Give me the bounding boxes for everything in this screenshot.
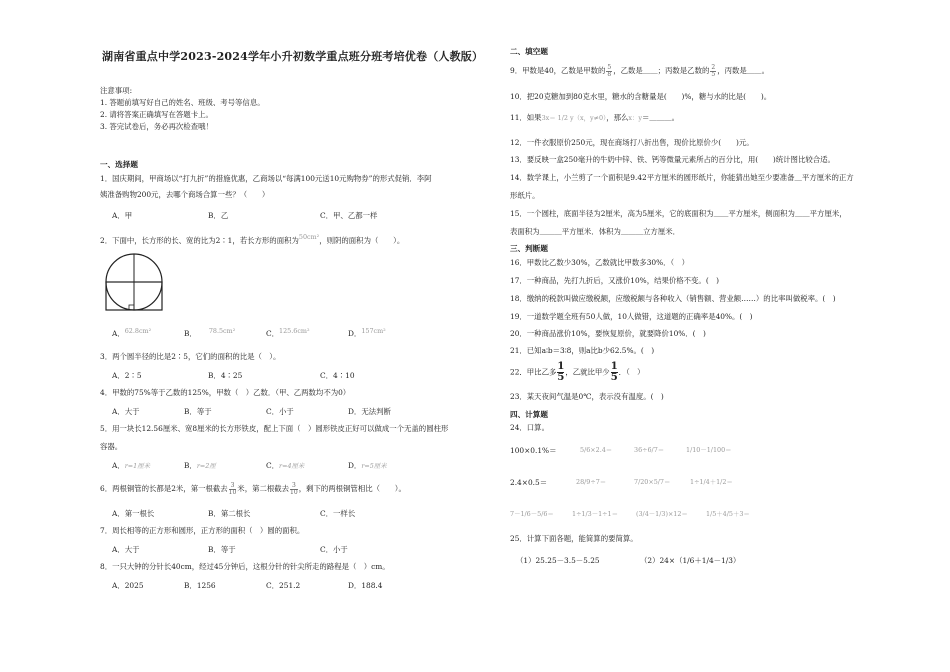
option-b[interactable]: B．4∶25 [208, 371, 243, 380]
question-25-text: 25．计算下面各题，能简算的要简算。 [510, 534, 638, 543]
calc-item: (3/4－1/3)×12＝ [636, 510, 688, 518]
section-heading: 二、填空题 [510, 47, 548, 56]
question-10-text: 10．把20克糖加到80克水里，糖水的含糖量是( )%，糖与水的比是( )。 [510, 92, 772, 101]
option-b[interactable]: B．乙 [208, 211, 229, 220]
calc-item: 2.4×0.5＝ [510, 478, 548, 487]
question-23-text: 23．某天夜间气温是0℃，表示没有温度。( ) [510, 392, 664, 401]
notice-item: 2. 请将答案正确填写在答题卡上。 [100, 110, 213, 119]
question-18-text: 18．缴纳的税款叫做应缴税额，应缴税额与各种收入（销售额、营业额……）的比率叫做税率。( ) [510, 294, 836, 303]
calc-item: 1÷1/4＋1/2＝ [690, 478, 733, 486]
question-4-text: 4．甲数的75%等于乙数的125%，甲数（ ）乙数．（甲、乙两数均不为0） [100, 388, 351, 397]
question-11-ratio: x：y [628, 114, 643, 122]
question-12-text: 12．一件衣服原价250元，现在商场打八折出售，现价比原价少( )元。 [510, 138, 754, 147]
question-14-line1: 14．数学课上，小兰剪了一个面积是9.42平方厘米的圆形纸片，你能猜出她至少要准备＿平方厘米的正方 [510, 173, 854, 182]
fraction: $\frac{5}{8}$ [607, 63, 612, 78]
question-3-text: 3．两个圆半径的比是2∶5，它们的面积的比是（ ）。 [100, 352, 281, 361]
question-20-text: 20．一种商品涨价10%，要恢复原价，就要降价10%．( ) [510, 329, 706, 338]
option-c[interactable]: C．小于 [320, 545, 348, 554]
option-c[interactable]: C．小于 [266, 407, 294, 416]
section-heading: 三、判断题 [510, 244, 548, 253]
question-1-line1: 1．国庆期间，甲商场以“打九折”的措施优惠，乙商场以“每满100元送10元购物券”的形式促销．李阿 [100, 174, 432, 183]
option-a[interactable]: A．第一根长 [112, 509, 155, 518]
question-21-text: 21．已知a∶b＝3∶8，则a比b少62.5%。( ) [510, 346, 655, 355]
option-a[interactable]: A．r=1厘米 [112, 461, 150, 470]
option-b[interactable]: B．等于 [208, 545, 236, 554]
calc-item: 5/6×2.4＝ [580, 446, 613, 454]
option-b[interactable]: B．等于 [184, 407, 212, 416]
question-22-text: 22．甲比乙多 $\frac{1}{5}$ ，乙就比甲少 $\frac{1}{5}$ ．（ ） [510, 361, 645, 383]
option-c[interactable]: C．125.6cm² [266, 327, 310, 338]
calc-item: 28/9÷7＝ [576, 478, 607, 486]
question-9-text: 9．甲数是40，乙数是甲数的 $\frac{5}{8}$ ，乙数是＿＿；丙数是乙数的 $\frac{2}{5}$ ，丙数是＿＿。 [510, 63, 769, 78]
option-d[interactable]: D．157cm² [348, 327, 386, 338]
calc-problem-1: （1）25.25－3.5－5.25 [516, 556, 600, 565]
question-19-text: 19．一道数学题全班有50人做，10人做错，这道题的正确率是40%。( ) [510, 312, 753, 321]
question-2-text-a: 2．下面中，长方形的长、宽的比为2∶1，若长方形的面积为 [100, 236, 299, 245]
option-a[interactable]: A．大于 [112, 407, 140, 416]
option-d[interactable]: D．188.4 [348, 581, 383, 590]
page-title: 湖南省重点中学2023-2024学年小升初数学重点班分班考培优卷（人教版） [102, 50, 484, 63]
calc-problem-2: （2）24×（1/6＋1/4－1/3） [640, 556, 741, 565]
fraction: $\frac{1}{5}$ [557, 361, 565, 383]
notice-item: 1. 答题前填写好自己的姓名、班级、考号等信息。 [100, 98, 265, 107]
question-1-line2: 姨准备购物200元，去哪个商场合算一些？（ ） [100, 190, 270, 199]
calc-item: 100×0.1%＝ [510, 446, 557, 455]
question-6-text: 6．两根铜管的长都是2米，第一根截去 $\frac{3}{10}$ 米，第二根截去 $\frac{3}{10}$ ，剩下的两根铜管相比（ ）。 [100, 481, 406, 496]
question-11-expr: 3x＝ 1/2 y（x，y≠0） [541, 114, 607, 122]
question-15-line2: 表面积为＿＿＿平方厘米．体积为＿＿＿立方厘米． [510, 227, 680, 236]
option-b[interactable]: B．1256 [184, 581, 216, 590]
fraction: $\frac{1}{5}$ [610, 361, 618, 383]
notice-item: 3. 答完试卷后，务必再次检查哦！ [100, 122, 213, 131]
question-8-text: 8．一只大钟的分针长40cm，经过45分钟后，这根分针的针尖所走的路程是（ ）cm。 [100, 562, 390, 571]
option-a[interactable]: A．2025 [112, 581, 144, 590]
option-a[interactable]: A．62.8cm² [112, 327, 152, 338]
option-c[interactable]: C．251.2 [266, 581, 301, 590]
calc-item: 1/5＋4/5＋3＝ [706, 510, 750, 518]
option-a[interactable]: A．2∶5 [112, 371, 142, 380]
question-7-text: 7．周长相等的正方形和圆形，正方形的面积（ ）圆的面积。 [100, 526, 305, 535]
section-heading: 四、计算题 [510, 410, 548, 419]
option-b[interactable]: B．第二根长 [208, 509, 251, 518]
calc-item: 7/20×5/7＝ [634, 478, 671, 486]
question-13-text: 13．要反映一盒250毫升的牛奶中锌、铁、钙等微量元素所占的百分比，用( )统计图比较合适。 [510, 155, 835, 164]
notice-heading: 注意事项: [100, 86, 133, 95]
option-a[interactable]: A．大于 [112, 545, 140, 554]
option-c[interactable]: C．甲、乙都一样 [320, 211, 378, 220]
question-11-text: 11．如果3x＝ 1/2 y（x，y≠0），那么x：y＝＿＿＿。 [510, 113, 680, 122]
option-b[interactable]: B．r=2厘 [184, 461, 216, 470]
option-d[interactable]: D．无法判断 [348, 407, 391, 416]
question-15-line1: 15．一个圆柱，底面半径为2厘米，高为5厘米，它的底面积为＿＿平方厘米，侧面积为＿＿平方厘米， [510, 209, 847, 218]
fraction: $\frac{3}{10}$ [228, 481, 237, 496]
question-2-text-b: ，则阴的面积为（ ）。 [319, 236, 405, 245]
question-17-text: 17．一种商品，先打九折后，又涨价10%，结果价格不变。( ) [510, 276, 719, 285]
question-24-text: 24．口算。 [510, 423, 549, 432]
option-c[interactable]: C．一样长 [320, 509, 356, 518]
option-b[interactable]: B． 78.5cm² [184, 327, 236, 338]
calc-item: 7－1/6－5/6＝ [510, 510, 554, 518]
question-2-area: 50cm² [298, 233, 320, 241]
fraction: $\frac{3}{10}$ [290, 481, 298, 496]
section-heading: 一、选择题 [100, 160, 138, 169]
question-16-text: 16．甲数比乙数少30%，乙数就比甲数多30%．（ ） [510, 258, 689, 267]
option-c[interactable]: C．r=4厘米 [266, 461, 305, 470]
option-c[interactable]: C．4∶10 [320, 371, 355, 380]
question-2-text [100, 233, 404, 245]
calc-item: 36÷6/7＝ [634, 446, 665, 454]
question-14-line2: 形纸片。 [510, 191, 540, 200]
question-5-line2: 容器。 [100, 442, 123, 451]
option-d[interactable]: D．r=5厘米 [348, 461, 387, 470]
calc-item: 1÷1/3－1÷1＝ [572, 510, 618, 518]
question-5-line1: 5．用一块长12.56厘米、宽8厘米的长方形铁皮，配上下面（ ）圆形铁皮正好可以做成一个无盖的圆柱形 [100, 424, 449, 433]
calc-item: 1/10－1/100＝ [686, 446, 732, 454]
circle-rectangle-figure [102, 252, 166, 314]
fraction: $\frac{2}{5}$ [711, 63, 716, 78]
option-a[interactable]: A．甲 [112, 211, 133, 220]
